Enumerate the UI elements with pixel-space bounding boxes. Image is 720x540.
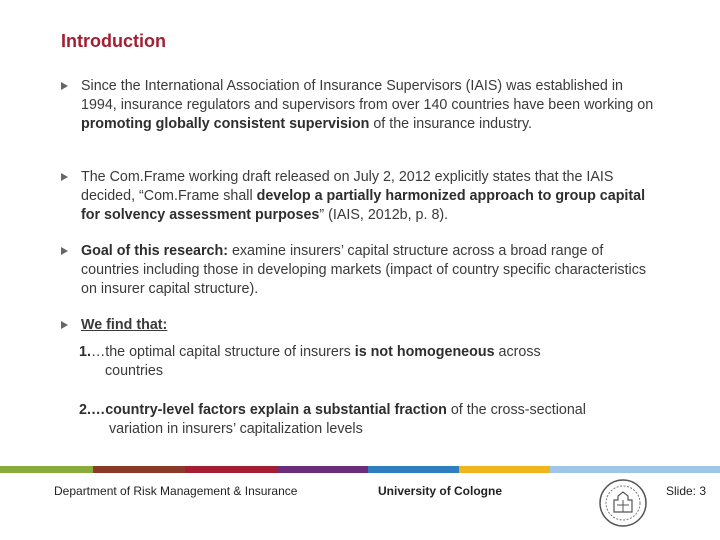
university-seal-icon [598, 478, 648, 528]
text-run: ” (IAIS, 2012b, p. 8). [319, 207, 449, 223]
text-run: Since the International Association of Insurance Supervisors (IAIS) was established in 1994, insurance regulators and supervisors from over 140 countries have been working on [81, 78, 654, 113]
bullet-text [81, 316, 661, 335]
finding-line [79, 343, 659, 362]
bullet-comframe [61, 168, 661, 225]
footer-department: Department of Risk Management & Insurance [54, 484, 298, 498]
emphasis-text: is not homogeneous [354, 344, 495, 360]
band-segment [185, 466, 277, 473]
bullet-arrow-icon [61, 82, 68, 90]
bullet-goal [61, 242, 661, 299]
finding-line: countries [105, 363, 164, 379]
band-segment [93, 466, 185, 473]
bullet-iais [61, 77, 661, 134]
finding-line [79, 401, 659, 420]
emphasis-text: develop a partially harmonized approach to group capital for solvency assessment purposes [81, 188, 646, 223]
finding-number: 2. [79, 402, 91, 418]
band-segment [459, 466, 550, 473]
text-run: across [494, 344, 541, 360]
band-segment [277, 466, 368, 473]
text-run: …the optimal capital structure of insurers [90, 344, 355, 360]
band-segment [368, 466, 459, 473]
bullet-arrow-icon [61, 173, 68, 181]
finding-2 [79, 401, 659, 439]
bullet-arrow-icon [61, 321, 68, 329]
slide-number: Slide: 3 [666, 484, 707, 498]
emphasis-text: promoting globally consistent supervision [81, 116, 370, 132]
text-run: examine insurers’ capital structure across a broad range of countries including those in developing markets (impact of country specific characteristics on insurer capital structure). [81, 243, 646, 297]
finding-number: 1. [79, 344, 91, 360]
band-segment [0, 466, 93, 473]
band-segment [550, 466, 720, 473]
bullet-find [61, 316, 661, 335]
finding-1 [79, 343, 659, 381]
finding-line: variation in insurers’ capitalization levels [109, 421, 363, 437]
text-run: of the insurance industry. [369, 116, 533, 132]
emphasis-text: Goal of this research: [81, 243, 228, 259]
bullet-text [81, 242, 661, 299]
bullet-text [81, 168, 661, 225]
color-band [0, 466, 720, 473]
text-run: of the cross-sectional [446, 402, 586, 418]
footer-university: University of Cologne [378, 484, 503, 498]
bullet-arrow-icon [61, 247, 68, 255]
emphasis-text: …country-level factors explain a substantial fraction [90, 402, 447, 418]
slide-title: Introduction [61, 31, 166, 51]
bullet-text [81, 77, 661, 134]
text-run: The Com.Frame working draft released on July 2, 2012 explicitly states that the IAIS decided, “Com.Frame shall [81, 169, 614, 204]
underlined-heading: We find that: [81, 317, 168, 333]
